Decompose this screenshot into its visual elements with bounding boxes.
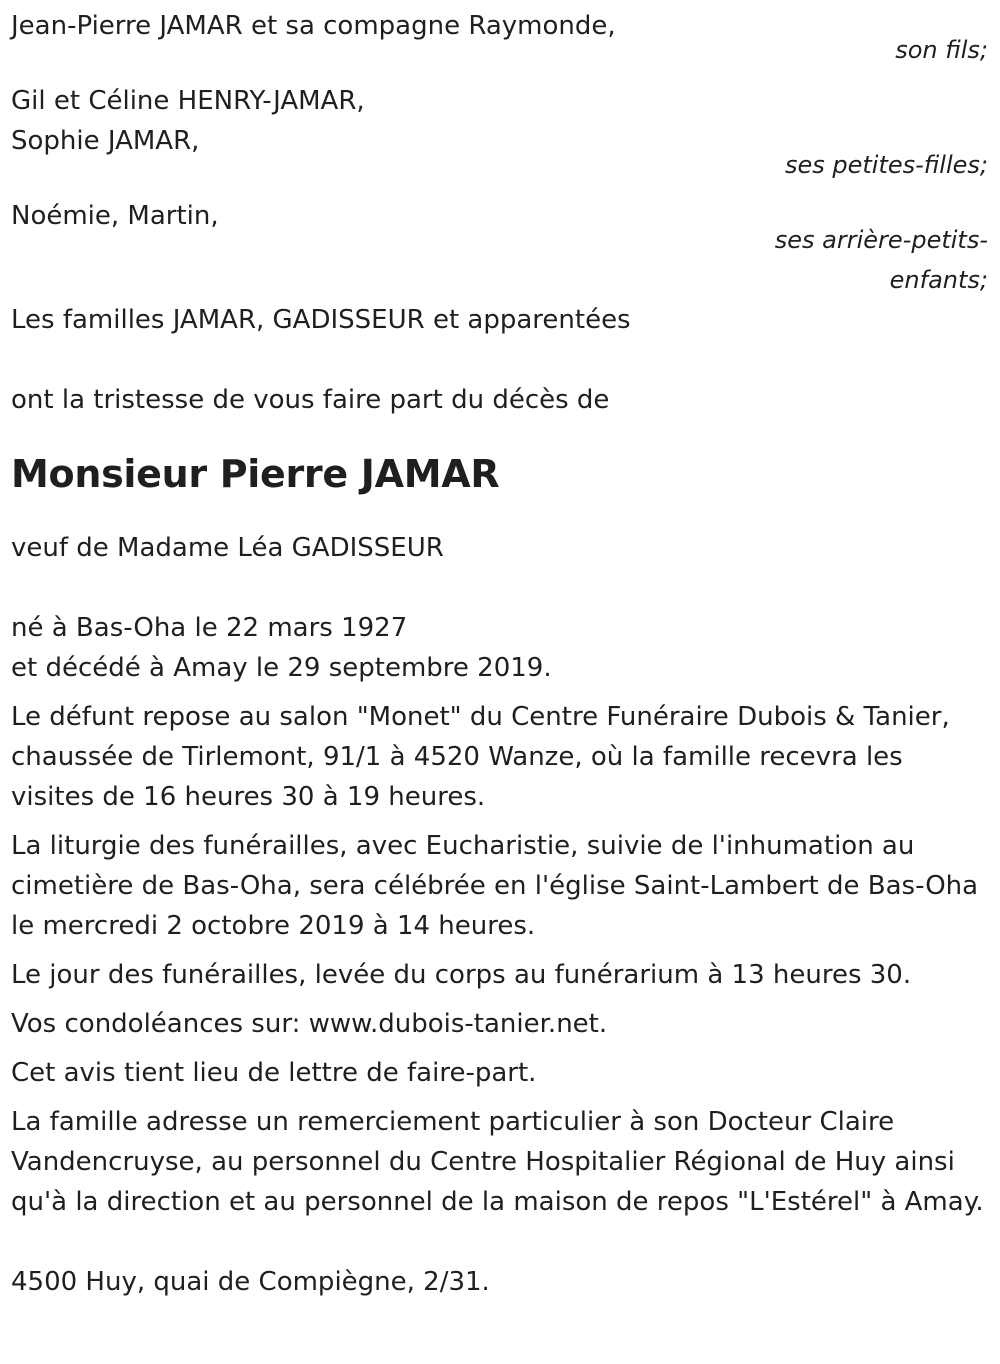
family-group-son — [11, 6, 990, 70]
family-group-great-grandchildren — [11, 196, 990, 300]
intro-text: ont la tristesse de vous faire part du décès de — [11, 385, 610, 415]
death-line: et décédé à Amay le 29 septembre 2019. — [11, 653, 552, 683]
condolences-paragraph: Vos condoléances sur: www.dubois-tanier.net. — [11, 1009, 608, 1039]
levee-paragraph: Le jour des funérailles, levée du corps au funérarium à 13 heures 30. — [11, 960, 912, 990]
notice-paragraph: Cet avis tient lieu de lettre de faire-part. — [11, 1058, 537, 1088]
address-line: 4500 Huy, quai de Compiègne, 2/31. — [11, 1267, 490, 1297]
families-line: Les familles JAMAR, GADISSEUR et apparentées — [11, 305, 631, 335]
family-role: ses petites-filles; — [784, 151, 988, 179]
family-group-granddaughters — [11, 81, 990, 185]
family-role: son fils; — [895, 36, 988, 64]
rest-paragraph: Le défunt repose au salon "Monet" du Centre Funéraire Dubois & Tanier, chaussée de Tirlemont, 91/1 à 4520 Wanze, où la famille recevra les visites de 16 heures 30 à 19 heures. — [11, 702, 950, 812]
family-role: ses arrière-petits-enfants; — [774, 226, 988, 294]
family-role-wrap — [750, 220, 990, 300]
deceased-name: Monsieur Pierre JAMAR — [11, 452, 500, 496]
birth-line: né à Bas-Oha le 22 mars 1927 — [11, 613, 408, 643]
family-names: Gil et Céline HENRY-JAMAR, — [11, 86, 365, 116]
thanks-paragraph: La famille adresse un remerciement particulier à son Docteur Claire Vandencruyse, au personnel du Centre Hospitalier Régional de Huy ainsi qu'à la direction et au personnel de la maison de repos "L'Estérel" à Amay. — [11, 1107, 984, 1217]
liturgy-paragraph: La liturgie des funérailles, avec Eucharistie, suivie de l'inhumation au cimetière de Bas-Oha, sera célébrée en l'église Saint-Lambert de Bas-Oha le mercredi 2 octobre 2019 à 14 heures. — [11, 831, 979, 941]
family-names: Jean-Pierre JAMAR et sa compagne Raymonde, — [11, 11, 616, 41]
family-names: Noémie, Martin, — [11, 201, 219, 231]
widow-line: veuf de Madame Léa GADISSEUR — [11, 533, 444, 563]
family-names: Sophie JAMAR, — [11, 126, 200, 156]
